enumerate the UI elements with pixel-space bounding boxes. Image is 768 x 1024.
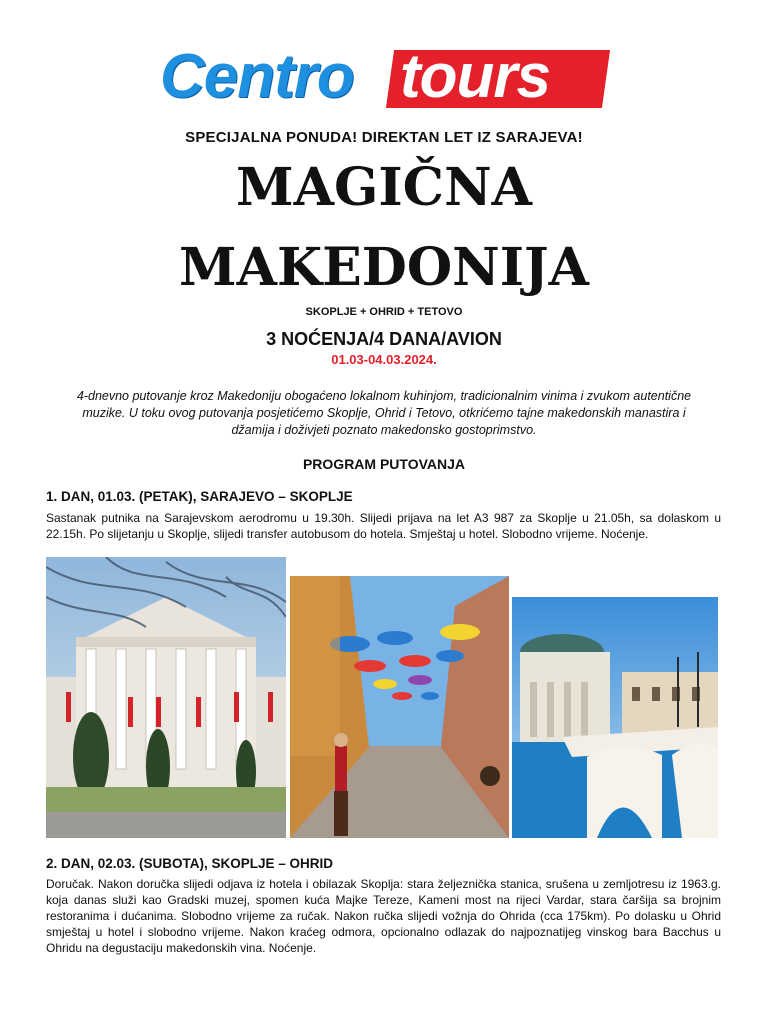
photo-bridge-museum [512,597,718,838]
logo-text-centro: Centro [160,42,354,111]
cities-line: SKOPLJE + OHRID + TETOVO [305,306,463,318]
dates-line: 01.03-04.03.2024. [331,352,437,367]
title-line-2: MAKEDONIJA [179,237,589,298]
day-2-title: 2. DAN, 02.03. (SUBOTA), SKOPLJE – OHRID [46,856,334,871]
day-1-title: 1. DAN, 01.03. (PETAK), SARAJEVO – SKOPLJE [46,489,353,504]
day-2-text: Doručak. Nakon doručka slijedi odjava iz hotela i obilazak Skoplja: stara željeznička stanica, srušena u zemljotresu iz 1963.g. koja danas služi kao Gradski muzej, spomen kuća Majke Tereze, Kameni most na rijeci Vardar, stara čaršija sa brojnim restoranima i dućanima. Slobodno vrijeme za ručak. Nakon ručka slijedi vožnja do Ohrida (cca 175km). Po dolasku u Ohrid smještaj u hotel i slobodno vrijeme. Nakon kraćeg odmora, opcionalno odlazak do najpoznatijeg vinskog bara Bacchus u Ohridu na degustaciju makedonskih vina. Noćenje. [46,877,721,955]
day-1-text: Sastanak putnika na Sarajevskom aerodromu u 19.30h. Slijedi prijava na let A3 987 za Skoplje u 21.05h, sa dolaskom u 22.15h. Po slijetanju u Skoplje, slijedi transfer autobusom do hotela. Smještaj u hotel. Slobodno vrijeme. Noćenje. [46,511,721,541]
program-heading: PROGRAM PUTOVANJA [302,456,466,472]
title-line-1: MAGIČNA [236,157,532,218]
photo-government-building [46,557,286,838]
photo-umbrella-street [290,576,509,838]
intro-paragraph: 4-dnevno putovanje kroz Makedoniju obogaćeno lokalnom kuhinjom, tradicionalnim vinima i zvukom autentične muzike. U toku ovog putovanja posjetićemo Skoplje, Ohrid i Tetovo, otkrićemo tajne makedonskih manastira i džamija i doživjeti poznato makedonsko gostoprimstvo. [76,389,692,437]
logo-text-tours: tours [400,42,550,111]
centrotours-logo [160,40,606,114]
special-offer-line: SPECIJALNA PONUDA! DIREKTAN LET IZ SARAJEVA! [185,129,583,146]
duration-line: 3 NOĆENJA/4 DANA/AVION [266,329,502,349]
